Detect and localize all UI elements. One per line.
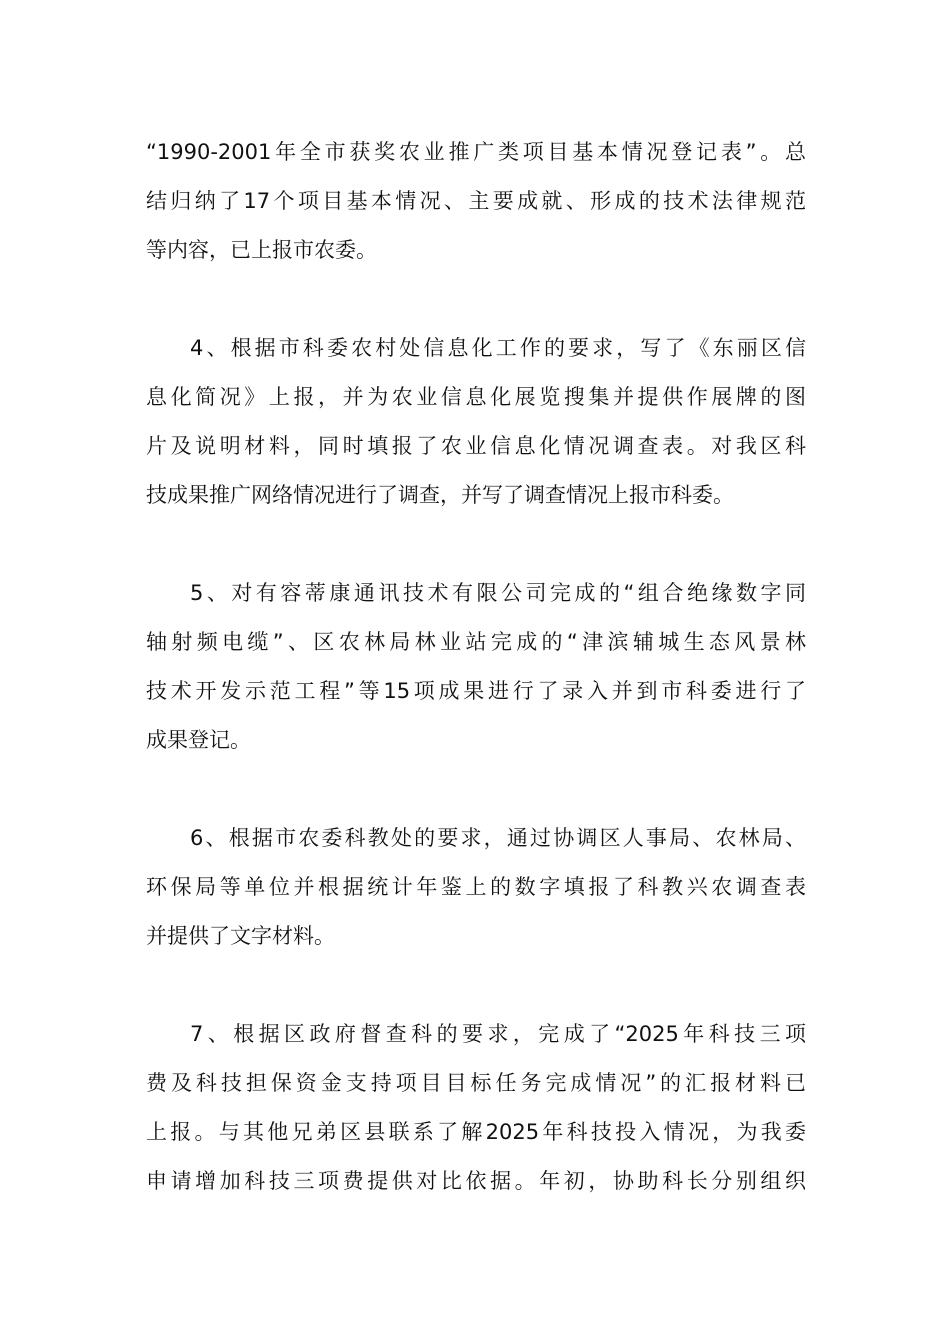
- paragraph-gap: [146, 275, 806, 324]
- paragraph-gap: [146, 765, 806, 814]
- text-line: 技术开发示范工程”等15项成果进行了录入并到市科委进行了: [146, 679, 806, 703]
- text-line: 上报。与其他兄弟区县联系了解2025年科技投入情况，为我委: [146, 1120, 806, 1144]
- text-line: 并提供了文字材料。: [146, 924, 335, 948]
- text-line: 结归纳了17个项目基本情况、主要成就、形成的技术法律规范: [146, 189, 806, 213]
- paragraph-1: [146, 128, 806, 275]
- text-line: 技成果推广网络情况进行了调查，并写了调查情况上报市科委。: [146, 483, 734, 507]
- text-line: 申请增加科技三项费提供对比依据。年初，协助科长分别组织: [146, 1169, 806, 1193]
- text-line: 6、根据市农委科教处的要求，通过协调区人事局、农林局、: [190, 826, 806, 850]
- text-line: 环保局等单位并根据统计年鉴上的数字填报了科教兴农调查表: [146, 875, 806, 899]
- paragraph-gap: [146, 520, 806, 569]
- document-body: [146, 128, 806, 1206]
- text-line: 4、根据市科委农村处信息化工作的要求，写了《东丽区信: [190, 336, 806, 360]
- text-line: 轴射频电缆”、区农林局林业站完成的“津滨辅城生态风景林: [146, 630, 806, 654]
- text-line: 等内容，已上报市农委。: [146, 238, 377, 262]
- paragraph-item-7: [146, 1010, 806, 1206]
- text-line: 费及科技担保资金支持项目目标任务完成情况”的汇报材料已: [146, 1071, 806, 1095]
- text-line: 片及说明材料，同时填报了农业信息化情况调查表。对我区科: [146, 434, 806, 458]
- paragraph-item-5: [146, 569, 806, 765]
- paragraph-item-6: [146, 814, 806, 961]
- text-line: “1990-2001年全市获奖农业推广类项目基本情况登记表”。总: [146, 140, 806, 164]
- text-line: 成果登记。: [146, 728, 251, 752]
- text-line: 息化简况》上报，并为农业信息化展览搜集并提供作展牌的图: [146, 385, 806, 409]
- paragraph-item-4: [146, 324, 806, 520]
- text-line: 7、根据区政府督查科的要求，完成了“2025年科技三项: [190, 1022, 806, 1046]
- paragraph-gap: [146, 961, 806, 1010]
- text-line: 5、对有容蒂康通讯技术有限公司完成的“组合绝缘数字同: [190, 581, 806, 605]
